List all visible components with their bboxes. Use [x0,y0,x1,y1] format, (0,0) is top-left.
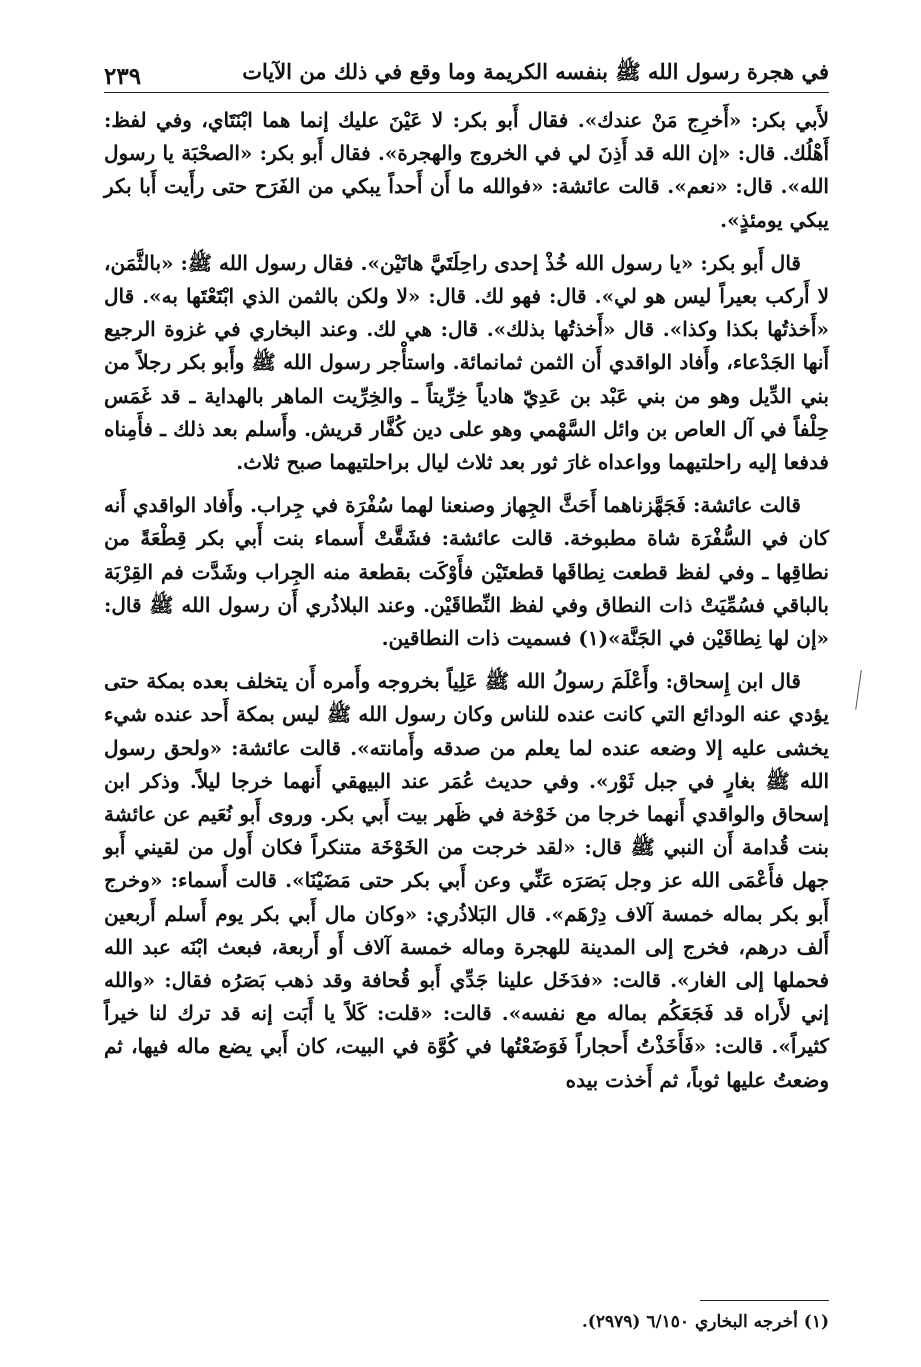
page-header [104,50,829,90]
header-divider [104,92,829,93]
paragraph: لأَبي بكر: «أَخرِج مَنْ عندك». فقال أَبو بكر: لا عَيْنَ عليك إنما هما ابْنَتَاي، وفي لفظ: أَهْلُك. قال: «إن الله قد أَذِنَ لي في الخروج والهجرة». فقال أَبو بكر: «الصحْبَة يا رسول الله». قال: «نعم». قالت عائشة: «فوالله ما أَن أَحداً يبكي من الفَرَح حتى رأَيت أَبا بكر يبكي يومئذٍ». [104,108,829,232]
running-title: في هجرة رسول الله ﷺ بنفسه الكريمة وما وقع في ذلك من الآيات [242,59,829,84]
paragraph: قال ابن إِسحاق: وأَعْلَمَ رسولُ الله ﷺ عَلِياً بخروجه وأَمره أَن يتخلف بعده بمكة حتى يؤدي عنه الودائع التي كانت عنده للناس وكان رسول الله ﷺ ليس بمكة أَحد عنده شيء يخشى عليه إلا وضعه عنده لما يعلم من صدقه وأَمانته». قالت عائشة: «ولحق رسول الله ﷺ بغارٍ في جبل ثَوْر». وفي حديث عُمَر عند البيهقي أَنهما خرجا ليلاً. وذكر ابن إسحاق والواقدي أَنهما خرجا من خَوْخة في ظَهر بيت أَبي بكر. وروى أَبو نُعَيم عن عائشة بنت قُدامة أَن النبي ﷺ قال: «لقد خرجت من الخَوْخَة متنكراً فكان أَول من لقيني أَبو جهل فأَعْمَى الله عز وجل بَصَرَه عَنِّي وعن أَبي بكر حتى مَضَيْنَا». قالت أَسماء: «وخرج أَبو بكر بماله خمسة آلاف دِرْهَم». قال البَلاذُري: «وكان مال أَبي بكر يوم أَسلم أَربعين أَلف درهم، فخرج إلى المدينة للهجرة وماله خمسة آلاف أَو أَربعة، فبعث ابْنَه عبد الله فحملها إلى الغار». قالت: «فدَخَل علينا جَدِّي أَبو قُحافة وقد ذهب بَصَرُه فقال: «والله إني لأَراه قد فَجَعَكُم بماله مع نفسه». قالت: «قلت: كَلاً يا أَبَت إنه قد ترك لنا خيراً كثيراً». قالت: «فَأَخَذْتُ أَحجاراً فَوَضَعْتُها في كُوَّة في البيت، كان أَبي يضع ماله فيها، ثم وضعتُ عليها ثوباً، ثم أَخذت بيده [104,669,829,1092]
footnote-divider [700,1300,829,1301]
paragraph: قالت عائشة: فَجَهَّزناهما أَحَثَّ الجِهاز وصنعنا لهما سُفْرَة في جِراب. وأَفاد الواقدي أَنه كان في السُّفْرَة شاة مطبوخة. قالت عائشة: فشَقَّتْ أَسماء بنت أَبي بكر قِطْعَةً من نطاقِها ـ وفي لفظ قطعت نِطاقَها قطعتَيْن فأَوْكَت بقطعة منه الجِراب وشَدَّت فم القِرْبَة بالباقي فسُمِّيَتْ ذات النطاق وفي لفظ النِّطاقَيْن. وعند البلاذُري أَن رسول الله ﷺ قال: «إن لها نِطاقَيْن في الجَنَّة»(١) فسميت ذات النطاقين. [104,493,829,651]
margin-pencil-mark [855,670,864,710]
paragraph: قال أَبو بكر: «يا رسول الله خُذْ إحدى راحِلَتَيَّ هاتَيْن». فقال رسول الله ﷺ: «بالثَّمَن، لا أَركب بعيراً ليس هو لي». قال: فهو لك. قال: «لا ولكن بالثمن الذي ابْتَعْتَها به». قال «أَخذتُها بكذا وكذا». قال «أَخذتُها بذلك». قال: هي لك. وعند البخاري في غزوة الرجيع أَنها الجَدْعاء، وأَفاد الواقدي أَن الثمن ثمانمائة. واستأْجر رسول الله ﷺ وأَبو بكر رجلاً من بني الدِّيل وهو من بني عَبْد بن عَدِيّ هادياً خِرِّيتاً ـ والخِرِّيت الماهر بالهداية ـ قد غَمَس حِلْفاً في آل العاص بن وائل السَّهْمي وهو على دين كُفَّار قريش. وأَسلم بعد ذلك ـ فأَمِناه فدفعا إليه راحلتيهما وواعداه غارَ ثور بعد ثلاث ليال براحلتيهما صبح ثلاث. [103,250,829,475]
body-text [104,104,829,1107]
page-number: ٢٣٩ [104,63,142,90]
footnote: (١) أخرجه البخاري ٦/١٥٠ (٢٩٧٩). [581,1312,829,1332]
